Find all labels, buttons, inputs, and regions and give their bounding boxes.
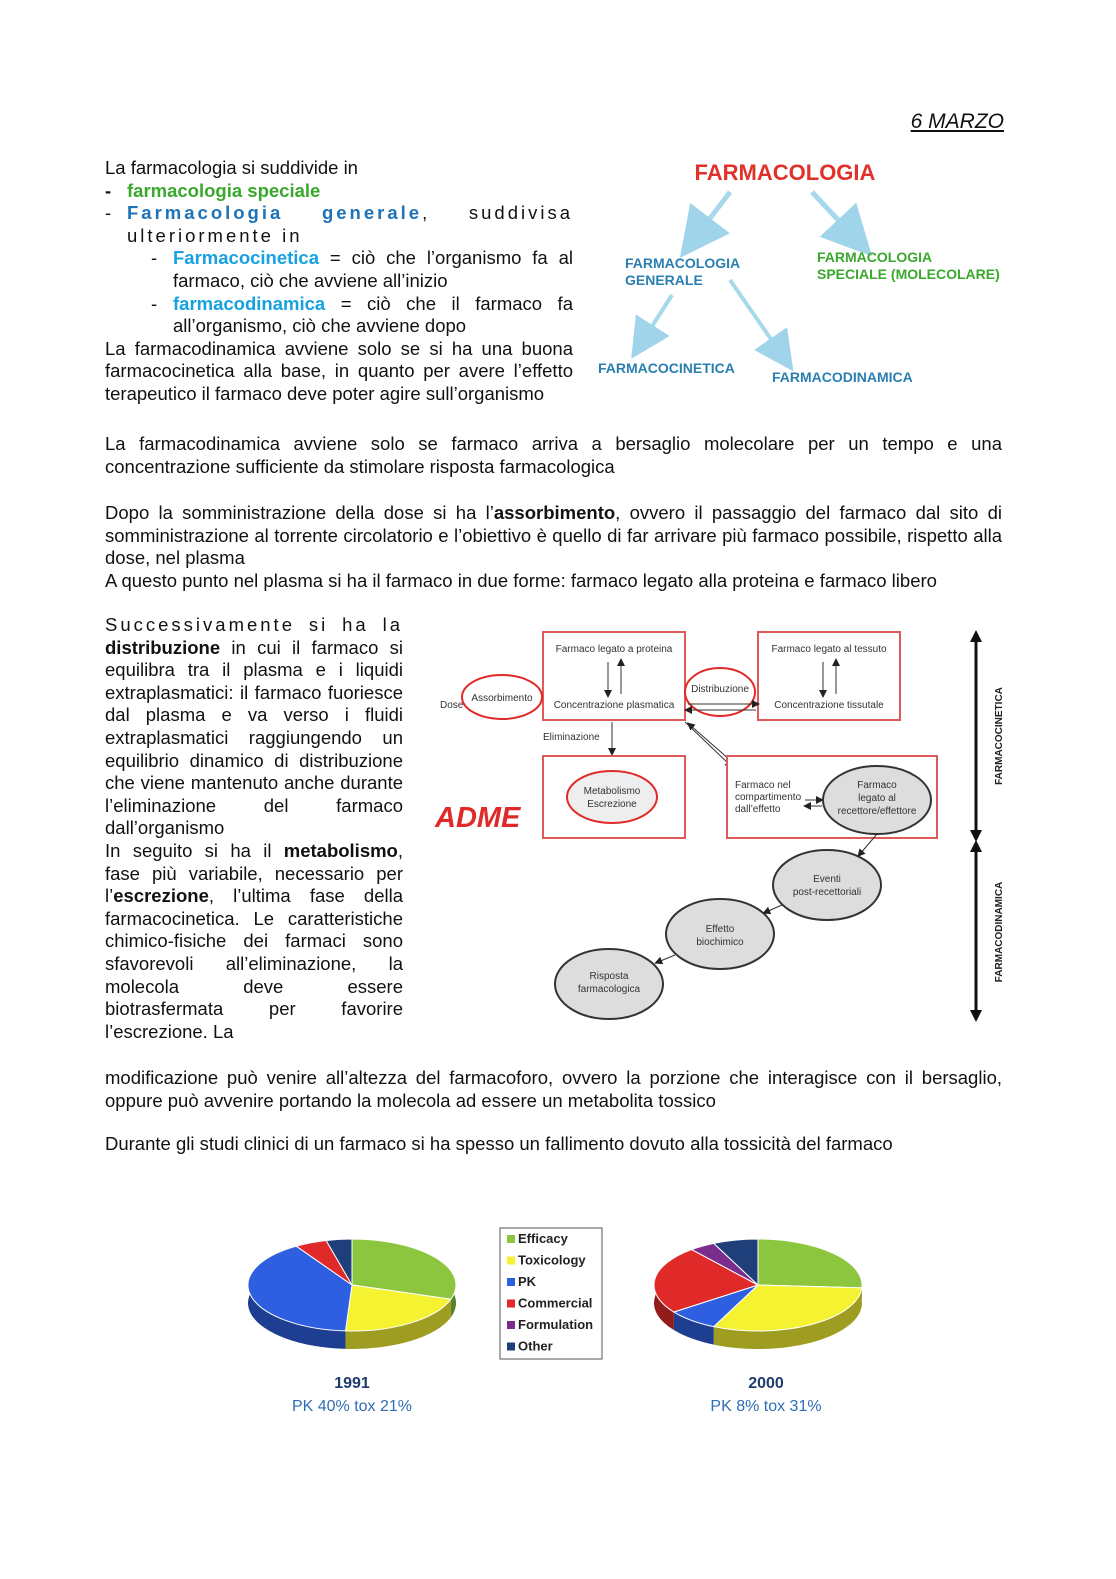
pie-1991-caption: PK 40% tox 21% <box>291 1398 413 1415</box>
label-metabolismo: Metabolismo <box>583 786 641 797</box>
box-tessuto-top: Farmaco legato al tessuto <box>771 644 887 655</box>
list-item-generale: - Farmacologia generale, suddivisa ulteriormente in <box>105 202 573 246</box>
label-comp-1: Farmaco nel <box>735 780 791 791</box>
label-eventi-2: post-recettoriali <box>792 887 862 898</box>
assorbimento-intro: Dopo la somministrazione della dose si ha l’ <box>105 502 494 523</box>
term-escrezione: escrezione <box>113 885 209 907</box>
label-legato-3: recettore/effettore <box>837 806 917 817</box>
legend-label-pk: PK <box>518 1274 537 1289</box>
intro-section <box>105 157 573 406</box>
arrow-to-generale <box>695 192 730 238</box>
node-speciale-2: SPECIALE (MOLECOLARE) <box>817 266 1000 282</box>
label-distribuzione: Distribuzione <box>691 684 749 695</box>
label-dose: Dose <box>440 700 464 711</box>
intro-line: La farmacologia si suddivide in <box>105 157 358 178</box>
side-label-farmacocinetica: FARMACOCINETICA <box>994 687 1005 785</box>
node-speciale-1: FARMACOLOGIA <box>817 249 933 265</box>
metabolismo-intro: In seguito si ha il <box>105 839 284 861</box>
circle-eventi <box>773 850 881 920</box>
paragraph-assorbimento <box>105 502 1002 570</box>
label-risposta-1: Risposta <box>589 971 629 982</box>
label-risposta-2: farmacologica <box>577 984 641 995</box>
box-plasma-top: Farmaco legato a proteina <box>555 644 673 655</box>
metabolismo-rest: , l’ultima fase della farmacocinetica. Le caratteristiche chimico-fisiche dei farmaci sono sfavorevoli all’eliminazione, la molecola deve essere biotrasfermata per favorire l’escrezione. La <box>105 885 403 1042</box>
legend-swatch-commercial <box>507 1300 515 1308</box>
paragraph-metabolismo <box>105 840 403 1043</box>
legend-label-toxicology: Toxicology <box>518 1252 586 1268</box>
paragraph-due-forme: A questo punto nel plasma si ha il farmaco in due forme: farmaco legato alla proteina e farmaco libero <box>105 569 937 591</box>
pie-legend <box>500 1228 602 1359</box>
absorption-section <box>105 502 1002 592</box>
page-date: 6 MARZO <box>910 110 1004 133</box>
term-farmacologia-speciale: farmacologia speciale <box>127 179 321 201</box>
node-generale-2: GENERALE <box>625 272 703 288</box>
adme-diagram <box>430 622 1015 1027</box>
label-effetto-2: biochimico <box>696 937 744 948</box>
list-item-speciale: - farmacologia speciale <box>105 179 321 201</box>
paragraph-farmacodinamica: La farmacodinamica avviene solo se si ha una buona farmacocinetica alla base, in quanto per avere l’effetto terapeutico il farmaco deve poter agire sull’organismo <box>105 337 573 404</box>
term-assorbimento: assorbimento <box>493 502 616 523</box>
distribution-section <box>105 614 403 1043</box>
list-item-farmacodinamica: - farmacodinamica = ciò che il farmaco fa all’organismo, ciò che avviene dopo <box>151 292 573 337</box>
legend-swatch-toxicology <box>507 1257 515 1265</box>
generale-rest: , suddivisa ulteriormente in <box>127 202 573 246</box>
legend-swatch-other <box>507 1343 515 1351</box>
legend-swatch-formulation <box>507 1321 515 1329</box>
box-plasma-bottom: Concentrazione plasmatica <box>553 700 675 711</box>
label-effetto-1: Effetto <box>705 924 735 935</box>
circle-metabolismo <box>567 771 657 823</box>
distribuzione-rest: in cui il farmaco si equilibra tra il plasma e i liquidi extraplasmatici: il farmaco fuoriesce dal plasma e va verso i fluidi extraplasmatici raggiungendo un equilibrio dinamico di distribuzione che viene mantenuto anche durante l’eliminazione del farmaco dall’organismo <box>105 636 403 839</box>
farmacocinetica-def: = ciò che l’organismo fa al farmaco, ciò che avviene all’inizio <box>173 247 573 291</box>
farmacodinamica-def: = ciò che il farmaco fa all’organismo, ciò che avviene dopo <box>173 292 573 337</box>
diagram-title: FARMACOLOGIA <box>694 160 876 185</box>
pie-2000-label: 2000 <box>748 1375 784 1392</box>
pie-2000 <box>654 1239 862 1349</box>
metabolismo-mid: , fase più variabile, necessario per l’ <box>105 839 403 907</box>
pie-1991-label: 1991 <box>334 1375 370 1392</box>
pie-1991 <box>248 1239 456 1349</box>
pie-2000-slice-efficacy <box>758 1239 862 1288</box>
label-escrezione: Escrezione <box>587 799 637 810</box>
paragraph-farmacoforo: modificazione può venire all’altezza del farmacoforo, ovvero la porzione che interagisce con il bersaglio, oppure può avvenire portando la molecola ad essere un metabolita tossico <box>105 1067 1002 1111</box>
legend-label-commercial: Commercial <box>518 1295 593 1311</box>
node-generale-1: FARMACOLOGIA <box>625 255 741 271</box>
term-farmacodinamica: farmacodinamica <box>173 292 326 314</box>
arrow-to-farmacodinamica <box>730 280 782 355</box>
label-legato-1: Farmaco <box>857 780 897 791</box>
label-comp-2: compartimento <box>735 792 802 803</box>
node-farmacodinamica: FARMACODINAMICA <box>772 369 913 385</box>
label-legato-2: legato al <box>858 793 896 804</box>
node-farmacocinetica: FARMACOCINETICA <box>598 360 735 376</box>
term-farmacologia-generale: Farmacologia generale <box>127 202 423 224</box>
distribuzione-intro: Successivamente si ha la <box>105 614 403 635</box>
legend-label-other: Other <box>518 1338 553 1354</box>
label-adme: ADME <box>435 802 521 834</box>
legend-label-formulation: Formulation <box>518 1317 594 1332</box>
term-farmacocinetica: Farmacocinetica <box>173 247 320 269</box>
label-comp-3: dall’effetto <box>735 804 781 815</box>
assorbimento-rest: , ovvero il passaggio del farmaco dal sito di somministrazione al torrente circolatorio e l’obiettivo è quello di far arrivare più farmaco possibile, rispetto alla dose, nel plasma <box>105 502 1002 569</box>
legend-swatch-pk <box>507 1278 515 1286</box>
pie-2000-caption: PK 8% tox 31% <box>710 1398 822 1415</box>
farmacologia-diagram <box>590 150 1010 390</box>
term-metabolismo: metabolismo <box>283 839 398 861</box>
paragraph-bersaglio: La farmacodinamica avviene solo se farmaco arriva a bersaglio molecolare per un tempo e una concentrazione sufficiente da stimolare risposta farmacologica <box>105 433 1002 477</box>
label-assorbimento: Assorbimento <box>471 693 533 704</box>
arrow-to-farmacocinetica <box>642 295 672 342</box>
list-item-farmacocinetica: - Farmacocinetica = ciò che l’organismo fa al farmaco, ciò che avviene all’inizio <box>151 247 573 291</box>
box-tessuto-bottom: Concentrazione tissutale <box>774 700 884 711</box>
legend-label-efficacy: Efficacy <box>518 1231 568 1246</box>
side-label-farmacodinamica: FARMACODINAMICA <box>994 881 1005 983</box>
label-eventi-1: Eventi <box>813 874 841 885</box>
paragraph-distribuzione <box>105 614 403 840</box>
arrow-to-speciale <box>812 192 855 238</box>
legend-swatch-efficacy <box>507 1235 515 1243</box>
label-eliminazione: Eliminazione <box>543 732 600 743</box>
term-distribuzione: distribuzione <box>105 636 221 658</box>
failure-pie-charts <box>240 1205 890 1425</box>
paragraph-studi-clinici: Durante gli studi clinici di un farmaco si ha spesso un fallimento dovuto alla tossicità del farmaco <box>105 1133 893 1154</box>
